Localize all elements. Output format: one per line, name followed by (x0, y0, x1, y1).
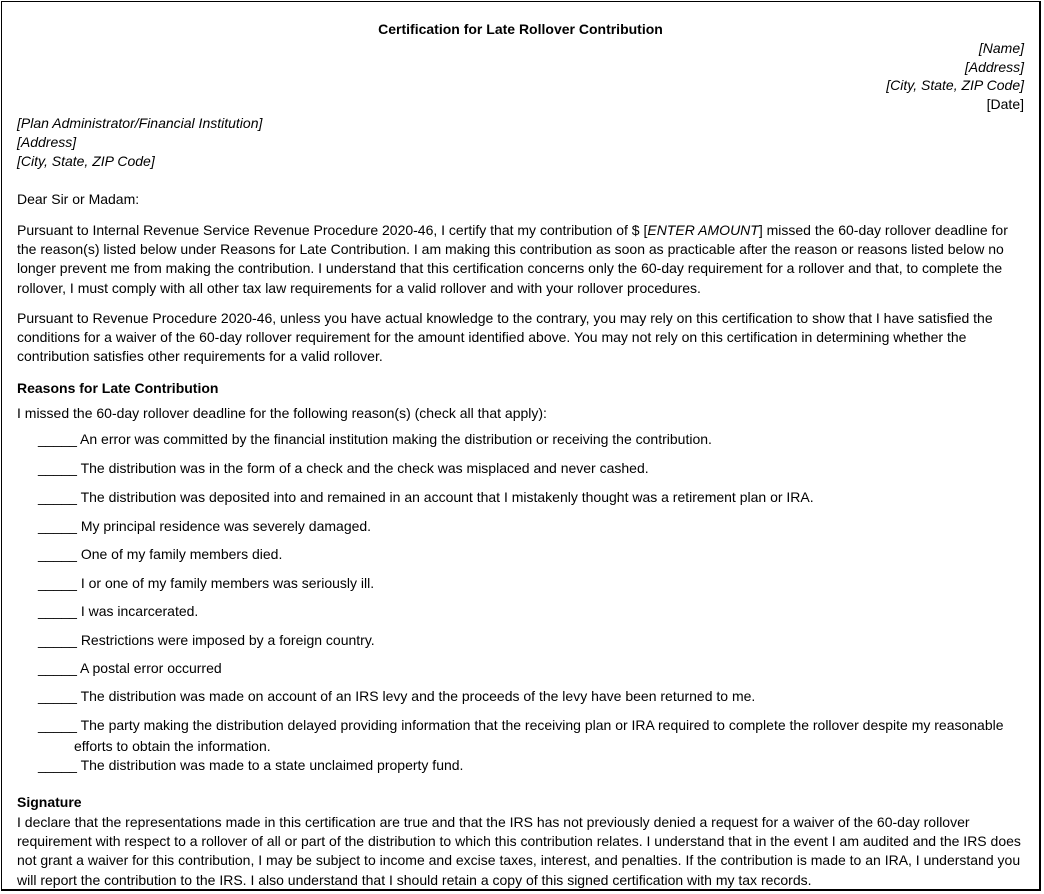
document-title: Certification for Late Rollover Contribution (378, 21, 663, 37)
recipient-line-3: [City, State, ZIP Code] (17, 153, 155, 169)
paragraph-1-before: Pursuant to Internal Revenue Service Revenue Procedure 2020-46, I certify that my contribution of $ [ (17, 222, 648, 238)
sender-city: [City, State, ZIP Code] (886, 77, 1024, 94)
reason-item-12: _____ The distribution was made to a state unclaimed property fund. (38, 757, 464, 773)
recipient-line-1: [Plan Administrator/Financial Institution] (17, 115, 263, 131)
sender-block (886, 39, 1024, 113)
sender-date: [Date] (986, 95, 1024, 112)
signature-text: I declare that the representations made in this certification are true and that the IRS has not previously denied a request for a waiver of the 60-day rollover requirement with respect to a rollover of all or part of the distribution to which this contribution relates. I understand that in the event I am audited and the IRS does not grant a waiver for this contribution, I may be subject to income and excise taxes, interest, and penalties. If the contribution is made to an IRA, I understand you will report the contribution to the IRS. I also understand that I should retain a copy of this signed certification with my tax records. (17, 814, 1021, 888)
amount-placeholder: ENTER AMOUNT (647, 222, 759, 238)
reason-item-5: _____ One of my family members died. (38, 546, 283, 562)
sender-name: [Name] (978, 40, 1024, 56)
reason-item-4: _____ My principal residence was severely damaged. (38, 518, 372, 534)
recipient-block (17, 114, 262, 171)
reason-item-9: _____ A postal error occurred (38, 660, 222, 676)
reasons-intro: I missed the 60-day rollover deadline for the following reason(s) (check all that apply): (17, 405, 547, 421)
reason-item-10: _____ The distribution was made on account of an IRS levy and the proceeds of the levy have been returned to me. (38, 688, 756, 704)
paragraph-1-after: ] missed the 60-day rollover deadline for the reason(s) listed below under Reasons for Late Contribution. I am making this contribution as soon as practicable after the reason or reasons listed below no longer prevent me from making the contribution. I understand that this certification concerns only the 60-day requirement for a rollover and that, to complete the rollover, I must comply with all other tax law requirements for a valid rollover and with your rollover procedures. (17, 222, 1008, 296)
reason-item-6: _____ I or one of my family members was seriously ill. (38, 575, 375, 591)
reason-item-8: _____ Restrictions were imposed by a foreign country. (38, 632, 375, 648)
recipient-line-2: [Address] (17, 134, 77, 150)
reason-item-2: _____ The distribution was in the form of a check and the check was misplaced and never cashed. (38, 460, 649, 476)
sender-address: [Address] (964, 58, 1024, 75)
reason-item-1: _____ An error was committed by the financial institution making the distribution or receiving the contribution. (38, 431, 712, 447)
reasons-heading: Reasons for Late Contribution (17, 380, 219, 396)
salutation: Dear Sir or Madam: (17, 191, 140, 207)
reason-item-3: _____ The distribution was deposited into and remained in an account that I mistakenly thought was a retirement plan or IRA. (38, 489, 814, 505)
document-page (1, 1, 1041, 891)
paragraph-2: Pursuant to Revenue Procedure 2020-46, unless you have actual knowledge to the contrary, you may rely on this certification to show that I have satisfied the conditions for a waiver of the 60-day rollover requirement for the amount identified above. You may not rely on this certification in determining whether the contribution satisfies other requirements for a valid rollover. (17, 310, 993, 365)
reason-item-11: _____ The party making the distribution delayed providing information that the receiving plan or IRA required to complete the rollover despite my reasonable efforts to obtain the information. (38, 717, 1004, 754)
reason-item-7: _____ I was incarcerated. (38, 603, 199, 619)
signature-heading: Signature (17, 794, 82, 810)
paragraph-1 (17, 221, 1021, 298)
